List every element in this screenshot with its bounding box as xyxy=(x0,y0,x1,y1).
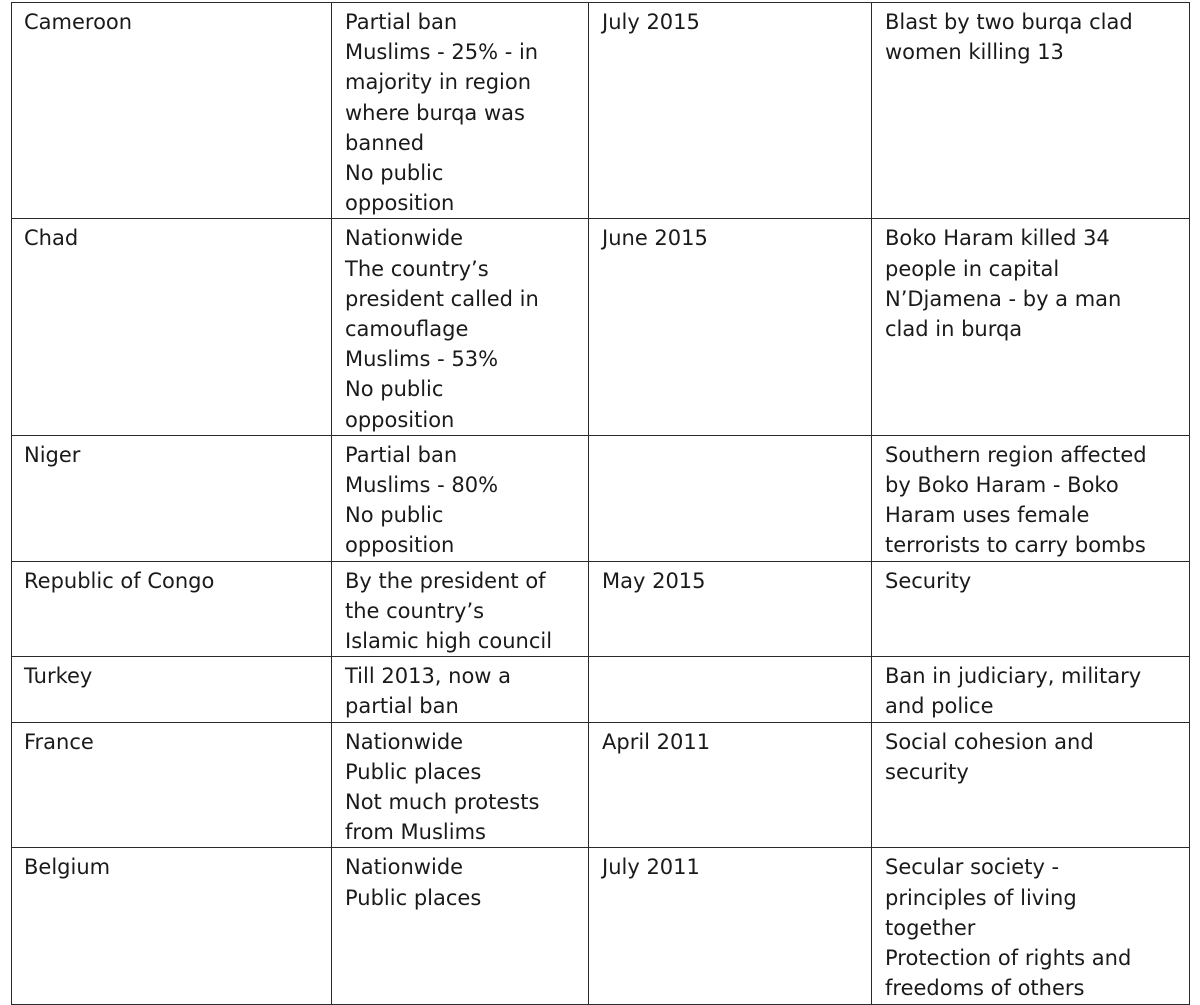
date-cell: June 2015 xyxy=(589,219,872,435)
ban-details-cell: Nationwide Public places Not much protests from Muslims xyxy=(332,722,589,848)
reason-cell: Secular society - principles of living together Protection of rights and freedoms of others xyxy=(872,848,1190,1004)
ban-details-cell: Nationwide Public places xyxy=(332,848,589,1004)
country-cell: Niger xyxy=(12,435,332,561)
date-cell: July 2011 xyxy=(589,848,872,1004)
table-row xyxy=(12,561,1190,657)
date-cell: July 2015 xyxy=(589,3,872,219)
country-cell: Cameroon xyxy=(12,3,332,219)
date-cell xyxy=(589,657,872,722)
table-row xyxy=(12,722,1190,848)
reason-cell: Blast by two burqa clad women killing 13 xyxy=(872,3,1190,219)
burqa-ban-table xyxy=(11,2,1190,1005)
date-cell: May 2015 xyxy=(589,561,872,657)
table-row xyxy=(12,435,1190,561)
reason-cell: Boko Haram killed 34 people in capital N’Djamena - by a man clad in burqa xyxy=(872,219,1190,435)
ban-details-cell: Partial ban Muslims - 80% No public opposition xyxy=(332,435,589,561)
reason-cell: Southern region affected by Boko Haram - Boko Haram uses female terrorists to carry bombs xyxy=(872,435,1190,561)
country-cell: Republic of Congo xyxy=(12,561,332,657)
date-cell xyxy=(589,435,872,561)
ban-details-cell: Till 2013, now a partial ban xyxy=(332,657,589,722)
table-row xyxy=(12,3,1190,219)
country-cell: Chad xyxy=(12,219,332,435)
table-row xyxy=(12,657,1190,722)
country-cell: Turkey xyxy=(12,657,332,722)
country-cell: Belgium xyxy=(12,848,332,1004)
ban-details-cell: Partial ban Muslims - 25% - in majority in region where burqa was banned No public opposition xyxy=(332,3,589,219)
table-row xyxy=(12,219,1190,435)
reason-cell: Ban in judiciary, military and police xyxy=(872,657,1190,722)
reason-cell: Security xyxy=(872,561,1190,657)
date-cell: April 2011 xyxy=(589,722,872,848)
reason-cell: Social cohesion and security xyxy=(872,722,1190,848)
ban-details-cell: Nationwide The country’s president called in camouflage Muslims - 53% No public opposition xyxy=(332,219,589,435)
ban-details-cell: By the president of the country’s Islamic high council xyxy=(332,561,589,657)
country-cell: France xyxy=(12,722,332,848)
